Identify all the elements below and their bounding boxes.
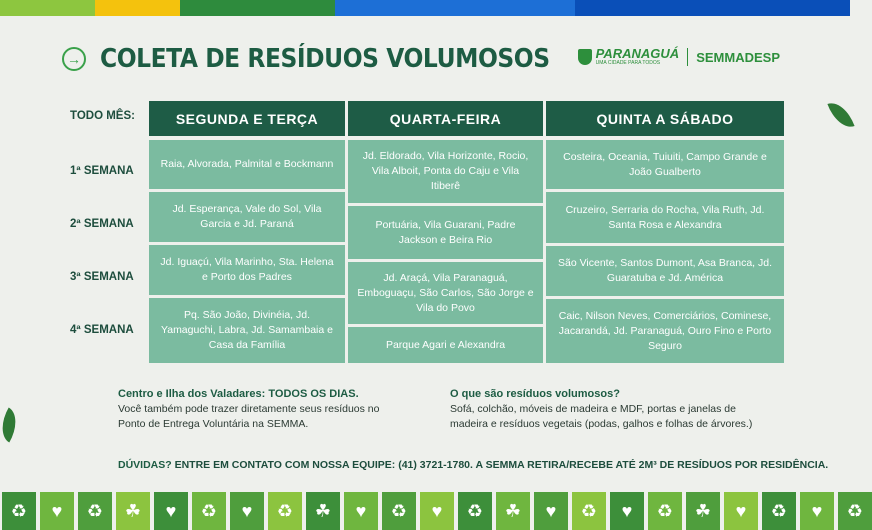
week-label-1: 1ª SEMANA	[70, 165, 134, 177]
shield-icon	[578, 49, 592, 65]
top-bar-segment	[335, 0, 575, 16]
info-centro-line: Você também pode trazer diretamente seus resíduos no	[118, 403, 380, 415]
logos	[578, 48, 780, 66]
recycle-icon: ♻	[192, 492, 226, 530]
heart-icon: ♥	[344, 492, 378, 530]
top-bar-segment	[180, 0, 335, 16]
heart-icon: ♥	[40, 492, 74, 530]
sprout-icon: ☘	[306, 492, 340, 530]
arrow-right-icon: →	[62, 47, 86, 71]
contact-line	[118, 459, 828, 471]
footer-icon-strip	[0, 492, 864, 530]
info-volumosos-line: Sofá, colchão, móveis de madeira e MDF, portas e janelas de	[450, 403, 736, 415]
week-label-3: 3ª SEMANA	[70, 271, 134, 283]
recycle-icon: ♻	[648, 492, 682, 530]
schedule-cell: Jd. Iguaçú, Vila Marinho, Sta. Helena e Porto dos Padres	[149, 245, 345, 295]
contact-label: DÚVIDAS?	[118, 459, 172, 471]
recycle-icon: ♻	[458, 492, 492, 530]
recycle-icon: ♻	[78, 492, 112, 530]
top-bar-segment	[0, 0, 95, 16]
schedule-cell: Cruzeiro, Serraria do Rocha, Vila Ruth, Jd. Santa Rosa e Alexandra	[546, 192, 784, 243]
leaf-decoration	[827, 98, 854, 132]
recycle-icon: ♻	[572, 492, 606, 530]
heart-icon: ♥	[154, 492, 188, 530]
heart-icon: ♥	[610, 492, 644, 530]
sprout-icon: ☘	[686, 492, 720, 530]
info-centro-line: Ponto de Entrega Voluntária na SEMMA.	[118, 418, 309, 430]
recycle-icon: ♻	[382, 492, 416, 530]
heart-icon: ♥	[724, 492, 758, 530]
top-color-bar	[0, 0, 850, 16]
top-bar-segment	[95, 0, 180, 16]
column-header-quinta-sabado: QUINTA A SÁBADO	[546, 101, 784, 136]
week-label-4: 4ª SEMANA	[70, 324, 134, 336]
info-centro	[118, 387, 379, 432]
info-centro-heading: Centro e Ilha dos Valadares: TODOS OS DIAS.	[118, 388, 359, 400]
schedule-cell: Caic, Nilson Neves, Comerciários, Cominese, Jacarandá, Jd. Paranaguá, Ouro Fino e Porto Seguro	[546, 299, 784, 363]
heart-icon: ♥	[230, 492, 264, 530]
paranagua-logo-subtitle: UMA CIDADE PARA TODOS	[595, 60, 661, 66]
column-header-quarta: QUARTA-FEIRA	[348, 101, 543, 136]
recycle-icon: ♻	[838, 492, 872, 530]
heart-icon: ♥	[800, 492, 834, 530]
schedule-cell: Jd. Araçá, Vila Paranaguá, Emboguaçu, São Carlos, São Jorge e Vila do Povo	[348, 262, 543, 324]
recycle-icon: ♻	[762, 492, 796, 530]
sprout-icon: ☘	[496, 492, 530, 530]
sprout-icon: ☘	[116, 492, 150, 530]
week-label-2: 2ª SEMANA	[70, 218, 134, 230]
paranagua-logo	[578, 48, 680, 66]
schedule-cell: Jd. Esperança, Vale do Sol, Vila Garcia e Jd. Paraná	[149, 192, 345, 242]
leaf-decoration	[0, 408, 24, 443]
schedule-cell: Jd. Eldorado, Vila Horizonte, Rocio, Vila Alboit, Ponta do Caju e Vila Itiberê	[348, 140, 543, 203]
column-header-segunda-terca: SEGUNDA E TERÇA	[149, 101, 345, 136]
recycle-icon: ♻	[2, 492, 36, 530]
top-bar-segment	[575, 0, 850, 16]
paranagua-logo-text: PARANAGUÁ	[595, 46, 680, 61]
contact-text: ENTRE EM CONTATO COM NOSSA EQUIPE: (41) 3721-1780. A SEMMA RETIRA/RECEBE ATÉ 2M³ DE RESÍDUOS POR RESIDÊNCIA.	[174, 459, 829, 471]
schedule-cell: São Vicente, Santos Dumont, Asa Branca, Jd. Guaratuba e Jd. América	[546, 246, 784, 296]
recycle-icon: ♻	[268, 492, 302, 530]
logo-divider	[687, 48, 688, 66]
schedule-cell: Portuária, Vila Guarani, Padre Jackson e Beira Rio	[348, 206, 543, 259]
info-volumosos	[450, 387, 752, 432]
semmadesp-logo: SEMMADESP	[696, 49, 780, 65]
schedule-cell: Raia, Alvorada, Palmital e Bockmann	[149, 140, 345, 189]
info-volumosos-line: madeira e resíduos vegetais (podas, galhos e folhas de árvores.)	[450, 418, 753, 430]
title-row	[62, 44, 600, 74]
heart-icon: ♥	[534, 492, 568, 530]
heart-icon: ♥	[420, 492, 454, 530]
info-volumosos-heading: O que são resíduos volumosos?	[450, 388, 620, 400]
page-title: COLETA DE RESÍDUOS VOLUMOSOS	[100, 44, 550, 74]
todo-mes-label: TODO MÊS:	[70, 110, 135, 122]
schedule-cell: Parque Agari e Alexandra	[348, 327, 543, 363]
schedule-cell: Costeira, Oceania, Tuiuiti, Campo Grande e João Gualberto	[546, 140, 784, 189]
schedule-cell: Pq. São João, Divinéia, Jd. Yamaguchi, Labra, Jd. Samambaia e Casa da Família	[149, 298, 345, 363]
